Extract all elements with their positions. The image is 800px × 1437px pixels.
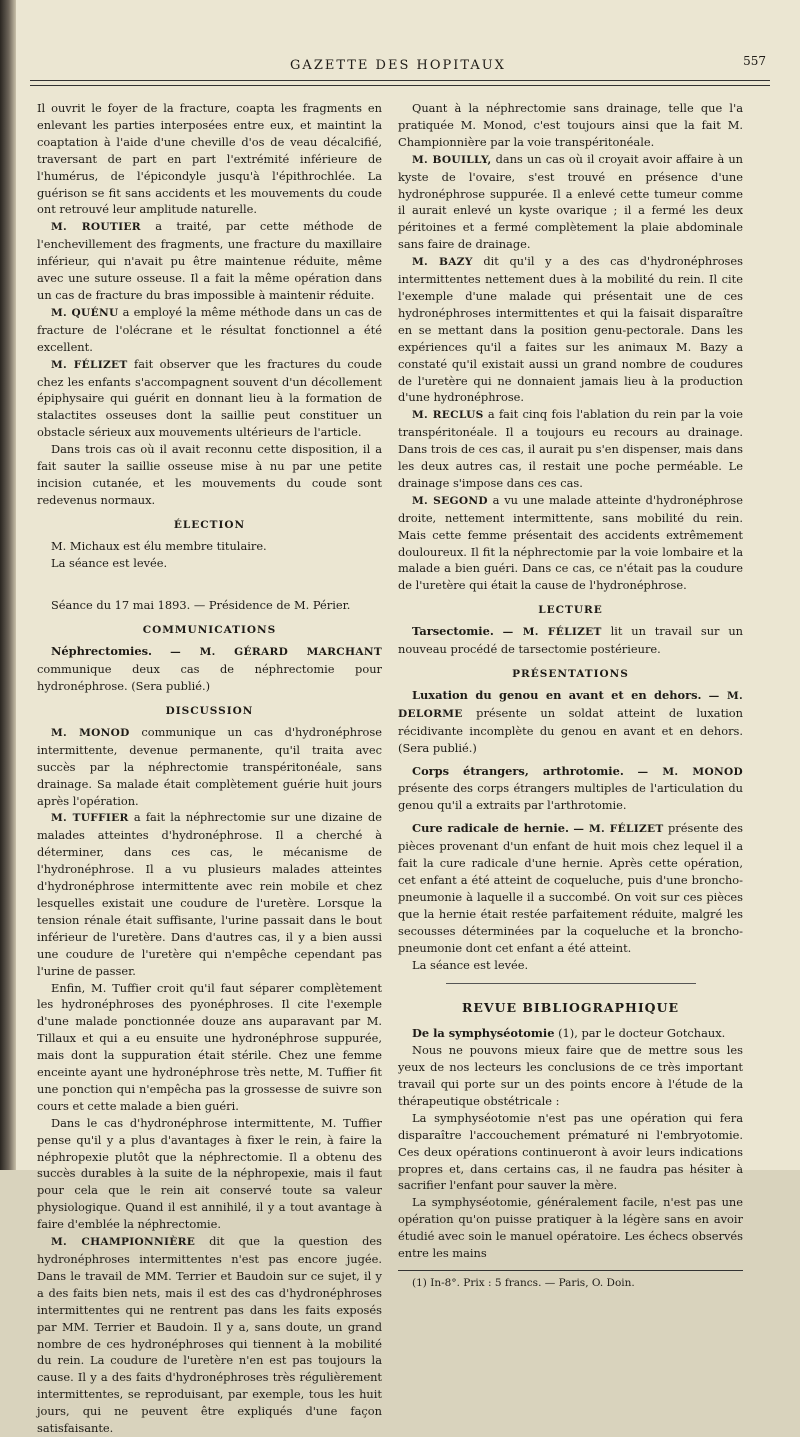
paragraph: [398, 1025, 743, 1042]
paragraph-text: dans un cas où il croyait avoir affaire à un kyste de l'ovaire, s'est trouvé en présence d'une hydronéphrose suppurée. Il a enlevé cette tumeur comme il aurait enlevé un kyste ovarique ; il a fermé les deux péritoines et a fermé complètement la plaie abdominale sans faire de drainage.: [398, 151, 743, 252]
book-spine: [0, 0, 16, 1170]
speaker-name: M. TUFFIER: [51, 812, 129, 825]
article-title: De la symphyséotomie: [412, 1026, 555, 1041]
paragraph: Dans le cas d'hydronéphrose intermittente, M. Tuffier pense qu'il y a plus d'avantages à fixer le rein, à faire la néphropexie plutôt que la néphrectomie. Il a obtenu des succès durables à la suite de la néphropexie, mais il faut pour cela que le rein ait conservé toute sa valeur physiologique. Quand il est annihilé, il y a tout avantage à faire d'emblée la néphrectomie.: [37, 1115, 382, 1232]
speaker-name: — M. MONOD: [637, 765, 743, 778]
paragraph: La symphyséotomie, généralement facile, n'est pas une opération qu'on puisse pratiquer à la légère sans en avoir étudié avec soin le manuel opératoire. Les échecs observés entre les mains: [398, 1195, 743, 1261]
paragraph: La séance est levée.: [51, 555, 168, 570]
speaker-name: — M. DELORME: [398, 689, 743, 720]
paragraph-text: présente des corps étrangers multiples de l'articulation du genou qu'il a extraits par l'arthrotomie.: [398, 781, 743, 813]
paragraph-text: communique deux cas de néphrectomie pour hydronéphrose. (Sera publié.): [37, 662, 382, 694]
paragraph-text: dit qu'il y a des cas d'hydronéphroses intermittentes nettement dues à la mobilité du rein. Il cite l'exemple d'une malade qui présentait une de ces hydronéphroses intermittentes et qui la faisait disparaître en se mettant dans la position genu-pectorale. Dans les expériences qu'il a faites sur les animaux M. Bazy a constaté qu'il existait aussi un grand nombre de coudures de l'uretère qui ne donnaient jamais lieu à la production d'une hydronéphrose.: [398, 254, 743, 405]
paragraph-text: a fait cinq fois l'ablation du rein par la voie transpéritonéale. Il a toujours eu recours au drainage. Dans trois de ces cas, il aurait pu s'en dispenser, mais dans les deux autres cas, il restait une poche perméable. Le drainage s'impose dans ces cas.: [398, 407, 743, 490]
speaker-name: M. BAZY: [412, 256, 473, 269]
footnote-rule: [398, 1270, 743, 1271]
speaker-name: M. SEGOND: [412, 494, 488, 507]
paragraph: [37, 809, 382, 979]
paragraph-text: présente des pièces provenant d'un enfant de huit mois chez lequel il a fait la cure radicale d'une hernie. Après cette opération, cet enfant a été atteint de coqueluche, puis d'une broncho-pneumonie à laquelle il a succombé. On voit sur ces pièces que la hernie était restée parfaitement réduite, malgré les secousses déterminées par la coqueluche et la broncho-pneumonie dont cet enfant a été atteint.: [398, 821, 743, 955]
paragraph: [37, 304, 382, 356]
section-heading-communications: COMMUNICATIONS: [142, 624, 277, 637]
paragraph: [398, 623, 743, 658]
speaker-name: M. MONOD: [51, 726, 130, 739]
article-title: Corps étrangers, arthrotomie.: [412, 763, 624, 778]
speaker-name: M. RECLUS: [412, 409, 484, 422]
left-column: [37, 100, 382, 1437]
right-column: [398, 100, 743, 1292]
paragraph: Enfin, M. Tuffier croit qu'il faut séparer complètement les hydronéphroses des pyonéphroses. Il cite l'exemple d'une malade ponctionnée douze ans auparavant par M. Tillaux et qui a eu ensuite une hydronéphrose suppurée, mais dont la suppuration était stérile. Chez une femme enceinte ayant une hydronéphrose très nette, M. Tuffier fit une ponction qui n'empêcha pas la grossesse de suivre son cours et cette malade a bien guéri.: [37, 980, 382, 1113]
paragraph: [37, 724, 382, 810]
page-number: 557: [743, 54, 766, 68]
paragraph-text: a fait la néphrectomie sur une dizaine de malades atteintes d'hydronéphrose. Il a cherché à déterminer, dans ces cas, le mécanisme de l'hydronéphrose. Il a vu plusieurs malades atteintes d'hydronéphrose intermittente avec rein mobile et chez lesquelles existait une coudure de l'uretère. Lorsque la tension rénale était suffisante, l'urine passait dans le bout inférieur de l'uretère. Dans d'autres cas, il y a bien aussi une coudure de l'uretère qui n'empêche cependant pas l'urine de passer.: [37, 810, 382, 978]
paragraph: [398, 151, 743, 253]
paragraph: [398, 253, 743, 406]
speaker-name: M. CHAMPIONNIÈRE: [51, 1236, 196, 1249]
speaker-name: M. QUÉNU: [51, 306, 119, 319]
paragraph: La séance est levée.: [412, 957, 529, 972]
paragraph-text: a vu une malade atteinte d'hydronéphrose droite, nettement intermittente, sans mobilité du rein. Mais cette femme présentait des accidents extrêmement douloureux. Il fit la néphrectomie par la voie lombaire et la malade a bien guéri. Dans ce cas, ce n'était pas la coudure de l'uretère qui était la cause de l'hydronéphrose.: [398, 492, 743, 593]
section-heading-presentations: PRÉSENTATIONS: [512, 668, 629, 680]
paragraph-text: présente un soldat atteint de luxation récidivante incomplète du genou en avant et en dehors. (Sera publié.): [398, 705, 743, 755]
running-header: [30, 54, 766, 76]
paragraph: [398, 492, 743, 594]
paragraph: [398, 687, 743, 757]
paragraph: Quant à la néphrectomie sans drainage, telle que l'a pratiquée M. Monod, c'est toujours ainsi que la fait M. Championnière par la voie transpéritonéale.: [398, 101, 743, 149]
paragraph: [398, 406, 743, 492]
paragraph-text: a traité, par cette méthode de l'enchevillement des fragments, une fracture du maxillaire inférieur, qui n'avait pu être maintenue réduite, même avec une suture osseuse. Il a fait la même opération dans un cas de fracture du bras impossible à maintenir réduite.: [37, 219, 383, 302]
paragraph: [37, 1233, 382, 1437]
paragraph-text: a employé la même méthode dans un cas de fracture de l'olécrane et le résultat fonctionnel a été excellent.: [37, 304, 382, 354]
paragraph-text: (1), par le docteur Gotchaux.: [558, 1026, 726, 1041]
paragraph: [37, 218, 382, 304]
session-line: Séance du 17 mai 1893. — Présidence de M. Périer.: [51, 598, 351, 613]
paragraph-text: dit que la question des hydronéphroses intermittentes n'est pas encore jugée. Dans le travail de MM. Terrier et Baudoin sur ce sujet, il y a des faits bien nets, mais il est des cas d'hydronéphroses intermittentes qui ne rentrent pas dans les faits exposés par MM. Terrier et Baudoin. Il y a, sans doute, un grand nombre de ces hydronéphroses qui tiennent à la mobilité du rein. La coudure de l'uretère n'en est pas toujours la cause. Il y a des faits d'hydronéphroses très régulièrement intermittentes, se reproduisant, par exemple, tous les huit jours, qui ne peuvent être expliqués d'une façon satisfaisante.: [37, 1234, 382, 1436]
article-title: Cure radicale de hernie.: [412, 821, 569, 836]
paragraph-text: fait observer que les fractures du coude chez les enfants s'accompagnent souvent d'un décollement épiphysaire qui guérit en donnant lieu à la formation de stalactites osseuses dont la saillie peut constituer un obstacle sérieux aux mouvements ultérieurs de l'article.: [37, 356, 382, 440]
section-heading-discussion: DISCUSSION: [165, 705, 254, 717]
section-heading-lecture: LECTURE: [538, 604, 603, 617]
paragraph: [37, 356, 382, 442]
speaker-name: — M. GÉRARD MARCHANT: [170, 646, 383, 659]
paragraph: La symphyséotomie n'est pas une opération qui fera disparaître l'accouchement prématuré ni l'embryotomie. Ces deux opérations continueront à avoir leurs indications propres et, dans certains cas, il ne faudra pas hésiter à sacrifier l'enfant pour sauver la mère.: [398, 1110, 743, 1193]
speaker-name: M. FÉLIZET: [51, 358, 128, 371]
speaker-name: M. BOUILLY,: [412, 153, 492, 166]
header-double-rule: [30, 80, 770, 86]
paragraph: [398, 820, 743, 956]
speaker-name: — M. FÉLIZET: [573, 823, 664, 836]
article-title: Luxation du genou en avant et en dehors.: [412, 687, 702, 702]
journal-title: GAZETTE DES HOPITAUX: [290, 58, 506, 73]
section-heading-election: ÉLECTION: [173, 518, 246, 531]
paragraph: Il ouvrit le foyer de la fracture, coapta les fragments en enlevant les parties interposées entre eux, et maintint la coaptation à l'aide d'une cheville d'os de veau décalcifié, traversant de part en part l'extrémité inférieure de l'humérus, de l'épicondyle jusqu'à l'épithrochlée. La guérison se fit sans accidents et les mouvements du coude ont retrouvé leur amplitude naturelle.: [37, 101, 382, 217]
paragraph: Dans trois cas où il avait reconnu cette disposition, il a fait sauter la saillie osseuse mise à nu par une petite incision cutanée, et les mouvements du coude sont redevenus normaux.: [37, 442, 382, 507]
paragraph: [398, 763, 743, 815]
speaker-name: M. ROUTIER: [51, 221, 141, 234]
section-heading-revue: REVUE BIBLIOGRAPHIQUE: [461, 1000, 680, 1016]
paragraph-text: communique un cas d'hydronéphrose intermittente, devenue permanente, qu'il traita avec succès par la néphrectomie transpéritonéale, sans drainage. Sa malade était complètement guérie huit jours après l'opération.: [37, 724, 382, 808]
section-divider: [446, 983, 696, 990]
paragraph-text: lit un travail sur un nouveau procédé de tarsectomie postérieure.: [398, 624, 743, 657]
footnote: (1) In-8°. Prix : 5 francs. — Paris, O. Doin.: [412, 1277, 635, 1289]
paragraph: M. Michaux est élu membre titulaire.: [51, 538, 267, 553]
paragraph: Nous ne pouvons mieux faire que de mettre sous les yeux de nos lecteurs les conclusions de ce très important travail qui porte sur un des points encore à l'étude de la thérapeutique obstétricale :: [398, 1043, 743, 1108]
article-title: Tarsectomie.: [412, 624, 494, 639]
speaker-name: — M. FÉLIZET: [502, 626, 602, 639]
article-title: Néphrectomies.: [51, 644, 152, 659]
paragraph: [37, 643, 382, 695]
